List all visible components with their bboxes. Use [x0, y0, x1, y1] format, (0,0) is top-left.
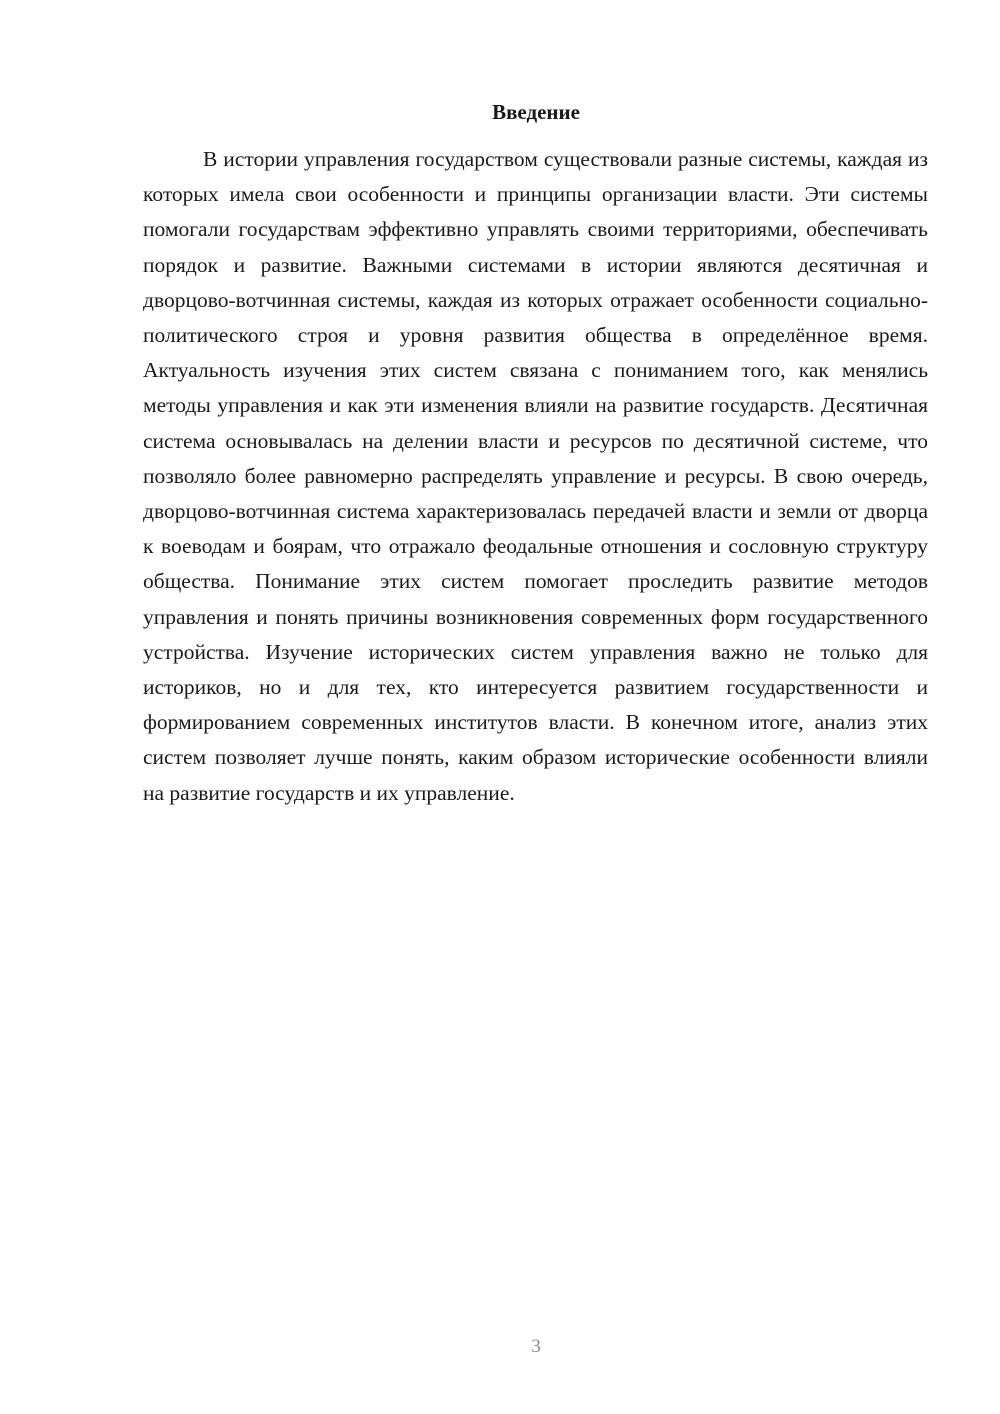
- section-heading: Введение: [492, 100, 580, 124]
- body-paragraph: В истории управления государством существовали разные системы, каждая из которых имела свои особенности и принципы организации власти. Эти системы помогали государствам эффективно управлять своими территориями, обеспечивать порядок и развитие. Важными системами в истории являются десятичная и дворцово-вотчинная системы, каждая из которых отражает особенности социально-политического строя и уровня развития общества в определённое время. Актуальность изучения этих систем связана с пониманием того, как менялись методы управления и как эти изменения влияли на развитие государств. Десятичная система основывалась на делении власти и ресурсов по десятичной системе, что позволяло более равномерно распределять управление и ресурсы. В свою очередь, дворцово-вотчинная система характеризовалась передачей власти и земли от дворца к воеводам и боярам, что отражало феодальные отношения и сословную структуру общества. Понимание этих систем помогает проследить развитие методов управления и понять причины возникновения современных форм государственного устройства. Изучение исторических систем управления важно не только для историков, но и для тех, кто интересуется развитием государственности и формированием современных институтов власти. В конечном итоге, анализ этих систем позволяет лучше понять, каким образом исторические особенности влияли на развитие государств и их управление.: [143, 147, 928, 805]
- page-number: 3: [531, 1336, 541, 1357]
